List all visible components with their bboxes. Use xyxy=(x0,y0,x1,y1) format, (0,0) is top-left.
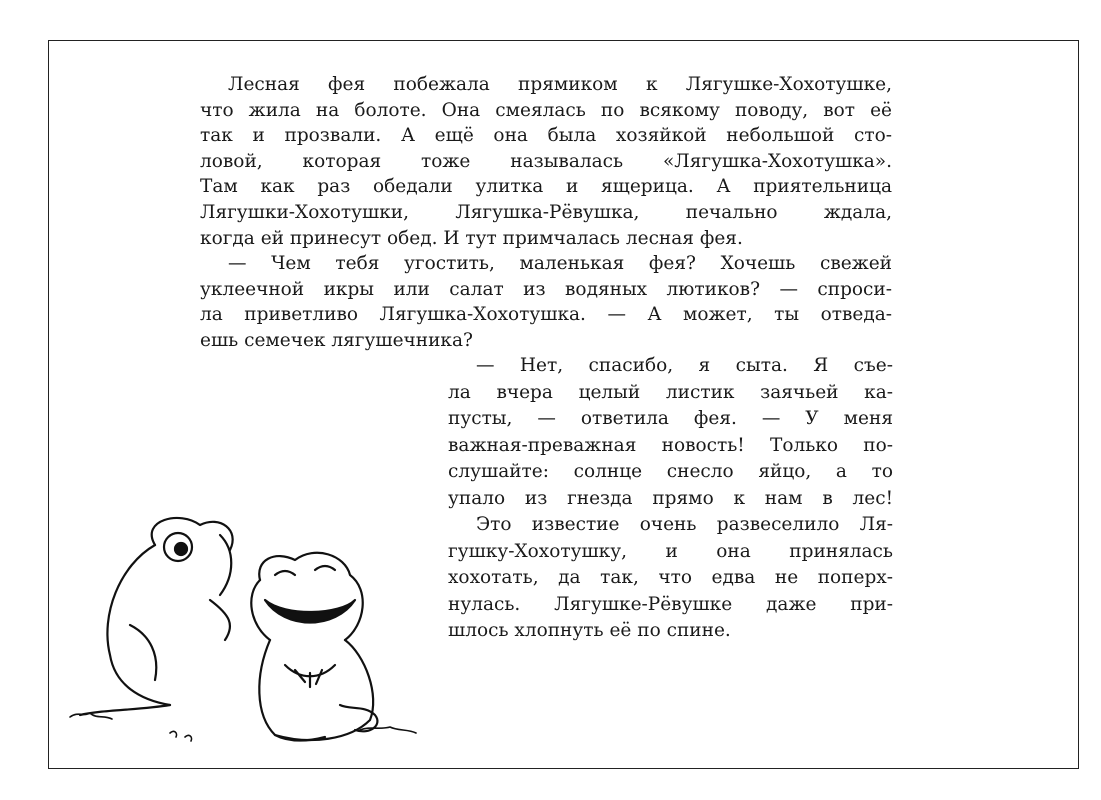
text-line: ешь семечек лягушечника? xyxy=(200,329,473,351)
text-line: — Нет, спасибо, я сыта. Я съе- xyxy=(476,355,893,376)
text-line: гушку-Хохотушку, и она принялась xyxy=(448,540,893,562)
text-line: Лягушки-Хохотушки, Лягушка-Рёвушка, печально ждала, xyxy=(200,201,892,223)
text-line: ла приветливо Лягушка-Хохотушка. — А может, ты отведа- xyxy=(200,304,892,326)
text-line: упало из гнезда прямо к нам в лес! xyxy=(448,487,893,509)
laughing-frog xyxy=(251,553,377,741)
text-line: важная-преважная новость! Только по- xyxy=(448,434,893,456)
text-line: уклеечной икры или салат из водяных лютиков? — спроси- xyxy=(200,278,892,300)
text-block-right xyxy=(448,353,893,645)
text-line: Лесная фея побежала прямиком к Лягушке-Хохотушке, xyxy=(228,74,892,95)
text-line: Там как раз обедали улитка и ящерица. А приятельница xyxy=(200,176,892,198)
text-line: пусты, — ответила фея. — У меня xyxy=(448,408,893,429)
frogs-illustration xyxy=(60,505,430,750)
text-line: Это известие очень развеселило Ля- xyxy=(476,514,893,535)
text-line: шлось хлопнуть её по спине. xyxy=(448,620,731,641)
text-line: хохотать, да так, что едва не поперх- xyxy=(448,567,893,588)
text-line: что жила на болоте. Она смеялась по всякому поводу, вот её xyxy=(200,99,892,121)
text-line: когда ей принесут обед. И тут примчалась лесная фея. xyxy=(200,227,743,249)
text-block-top xyxy=(200,72,892,354)
text-line: так и прозвали. А ещё она была хозяйкой небольшой сто- xyxy=(200,125,892,147)
text-line: ловой, которая тоже называлась «Лягушка-Хохотушка». xyxy=(200,150,892,172)
text-line: нулась. Лягушке-Рёвушке даже при- xyxy=(448,593,893,615)
crying-frog xyxy=(80,518,233,715)
text-line: ла вчера целый листик заячьей ка- xyxy=(448,381,893,403)
text-line: — Чем тебя угостить, маленькая фея? Хочешь свежей xyxy=(228,253,892,275)
text-line: слушайте: солнце снесло яйцо, а то xyxy=(448,461,893,482)
grass-ground xyxy=(70,713,416,741)
